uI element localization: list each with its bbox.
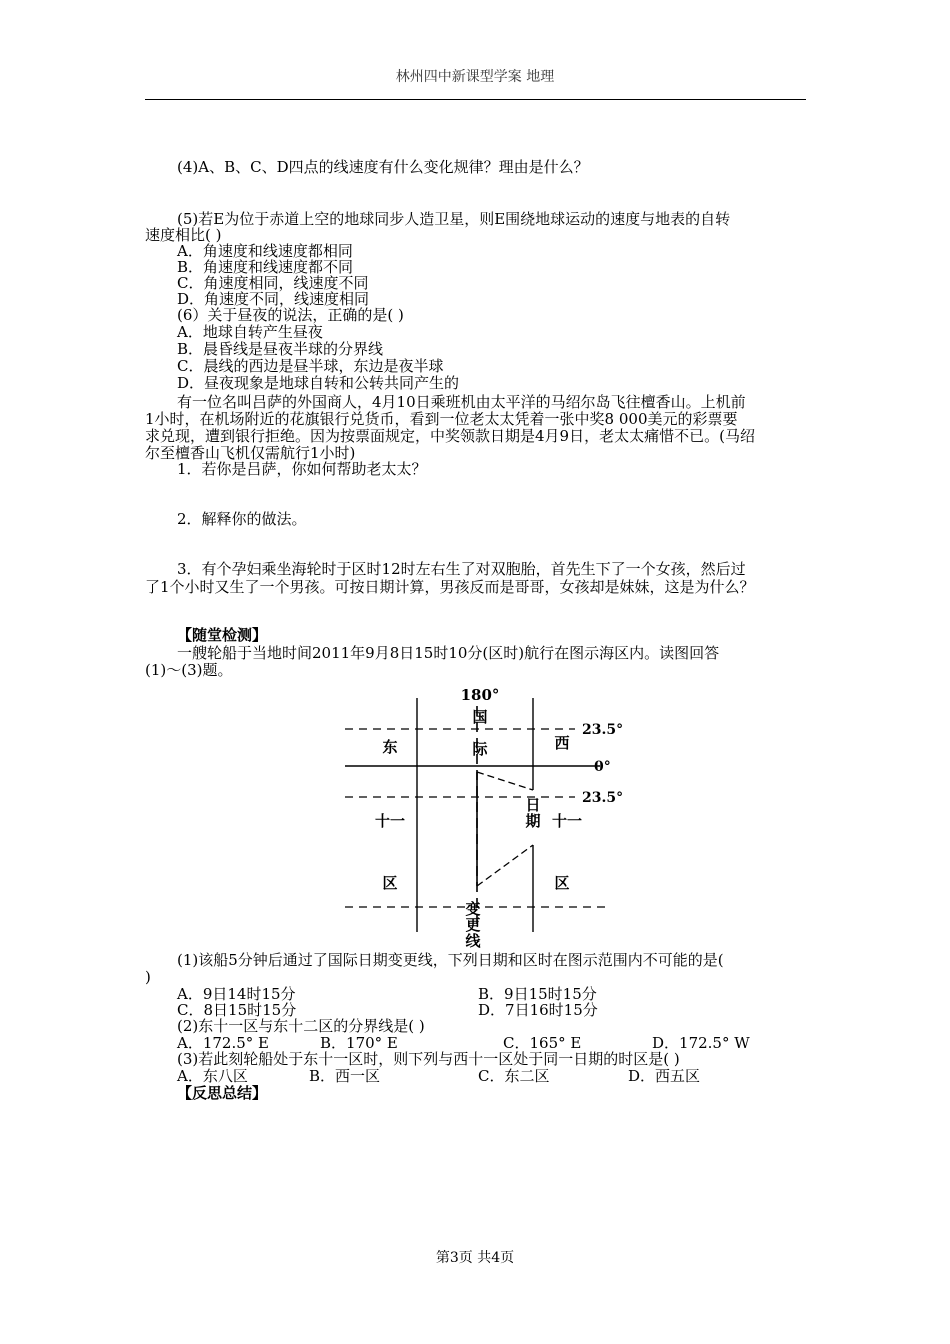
- q6-option-c: C．晨线的西边是昼半球，东边是夜半球: [177, 357, 444, 375]
- check-intro: 一艘轮船于当地时间2011年9月8日15时10分(区时)航行在图示海区内。读图回答: [177, 644, 720, 662]
- label-east-eleven: 十一: [374, 812, 406, 830]
- story-line-3: 求兑现，遭到银行拒绝。因为按票面规定，中奖领款日期是4月9日，老太太痛惜不已。(马绍: [145, 427, 755, 445]
- date-line-diagram: [340, 680, 640, 952]
- summary-title: 【反思总结】: [177, 1084, 268, 1102]
- mcq-2-option-b: B．170° E: [320, 1034, 398, 1052]
- mcq-2-stem: (2)东十一区与东十二区的分界线是( ): [177, 1017, 425, 1035]
- mcq-1-stem-cont: ): [145, 968, 151, 986]
- label-east-zone: 区: [382, 874, 398, 892]
- label-guo: 国: [472, 708, 488, 726]
- label-equator: 0°: [594, 759, 611, 775]
- mcq-3-option-a: A．东八区: [177, 1067, 248, 1085]
- mcq-1-stem: (1)该船5分钟后通过了国际日期变更线，下列日期和区时在图示范围内不可能的是(: [177, 951, 724, 969]
- label-west-zone: 区: [554, 874, 570, 892]
- story-line-4: 尔至檀香山飞机仅需航行1小时): [145, 444, 356, 462]
- date-line-upper-deviation: [477, 772, 533, 790]
- label-geng: 更: [465, 916, 481, 934]
- label-tropic-south: 23.5°: [582, 790, 624, 806]
- story-line-1: 有一位名叫吕萨的外国商人，4月10日乘班机由太平洋的马绍尔岛飞往檀香山。上机前: [177, 393, 746, 411]
- question-5-stem-cont: 速度相比( ): [145, 226, 222, 244]
- page-footer: 第3页 共4页: [435, 1250, 515, 1266]
- mcq-2-option-d: D．172.5° W: [652, 1034, 750, 1052]
- q5-option-b: B．角速度和线速度都不同: [177, 258, 354, 276]
- question-4: (4)A、B、C、D四点的线速度有什么变化规律？理由是什么？: [177, 158, 589, 176]
- mcq-3-option-c: C．东二区: [478, 1067, 550, 1085]
- q6-option-b: B．晨昏线是昼夜半球的分界线: [177, 340, 384, 358]
- mcq-2-option-c: C．165° E: [503, 1034, 582, 1052]
- story-line-2: 1小时，在机场附近的花旗银行兑货币，看到一位老太太凭着一张中奖8 000美元的彩票要: [145, 410, 738, 428]
- mcq-1-option-c: C．8日15时15分: [177, 1001, 297, 1019]
- header-rule: [145, 99, 806, 100]
- label-ri: 日: [525, 796, 541, 814]
- story-question-2: 2．解释你的做法。: [177, 510, 307, 528]
- page-header: 林州四中新课型学案 地理: [395, 69, 555, 85]
- story-question-3: 3．有个孕妇乘坐海轮时于区时12时左右生了对双胞胎，首先生下了一个女孩，然后过: [177, 560, 746, 578]
- mcq-3-stem: (3)若此刻轮船处于东十一区时，则下列与西十一区处于同一日期的时区是( ): [177, 1050, 680, 1068]
- label-west: 西: [554, 734, 570, 752]
- question-6-stem: (6）关于昼夜的说法，正确的是( ): [177, 306, 404, 324]
- label-qi: 期: [525, 812, 541, 830]
- date-line-lower-deviation: [477, 845, 533, 886]
- label-west-eleven: 十一: [551, 812, 583, 830]
- q6-option-a: A．地球自转产生昼夜: [177, 323, 323, 341]
- check-title: 【随堂检测】: [177, 626, 268, 644]
- q5-option-d: D．角速度不同，线速度相同: [177, 290, 370, 308]
- mcq-1-option-d: D．7日16时15分: [478, 1001, 598, 1019]
- label-180: 180°: [460, 686, 500, 704]
- check-intro-cont: (1)～(3)题。: [145, 661, 233, 679]
- mcq-3-option-b: B．西一区: [309, 1067, 381, 1085]
- story-question-3-cont: 了1个小时又生了一个男孩。可按日期计算，男孩反而是哥哥，女孩却是妹妹，这是为什么？: [145, 578, 755, 596]
- mcq-1-option-b: B．9日15时15分: [478, 985, 597, 1003]
- label-tropic-north: 23.5°: [582, 722, 624, 738]
- story-question-1: 1．若你是吕萨，你如何帮助老太太？: [177, 460, 427, 478]
- label-east: 东: [382, 738, 398, 756]
- mcq-1-option-a: A．9日14时15分: [177, 985, 296, 1003]
- mcq-2-option-a: A．172.5° E: [177, 1034, 269, 1052]
- label-xian: 线: [465, 932, 481, 950]
- q5-option-a: A．角速度和线速度都相同: [177, 242, 353, 260]
- mcq-3-option-d: D．西五区: [628, 1067, 701, 1085]
- label-ji: 际: [472, 740, 488, 758]
- q5-option-c: C．角速度相同，线速度不同: [177, 274, 369, 292]
- q6-option-d: D．昼夜现象是地球自转和公转共同产生的: [177, 374, 460, 392]
- label-bian: 变: [465, 900, 481, 918]
- question-5-stem: (5)若E为位于赤道上空的地球同步人造卫星，则E围绕地球运动的速度与地表的自转: [177, 210, 731, 228]
